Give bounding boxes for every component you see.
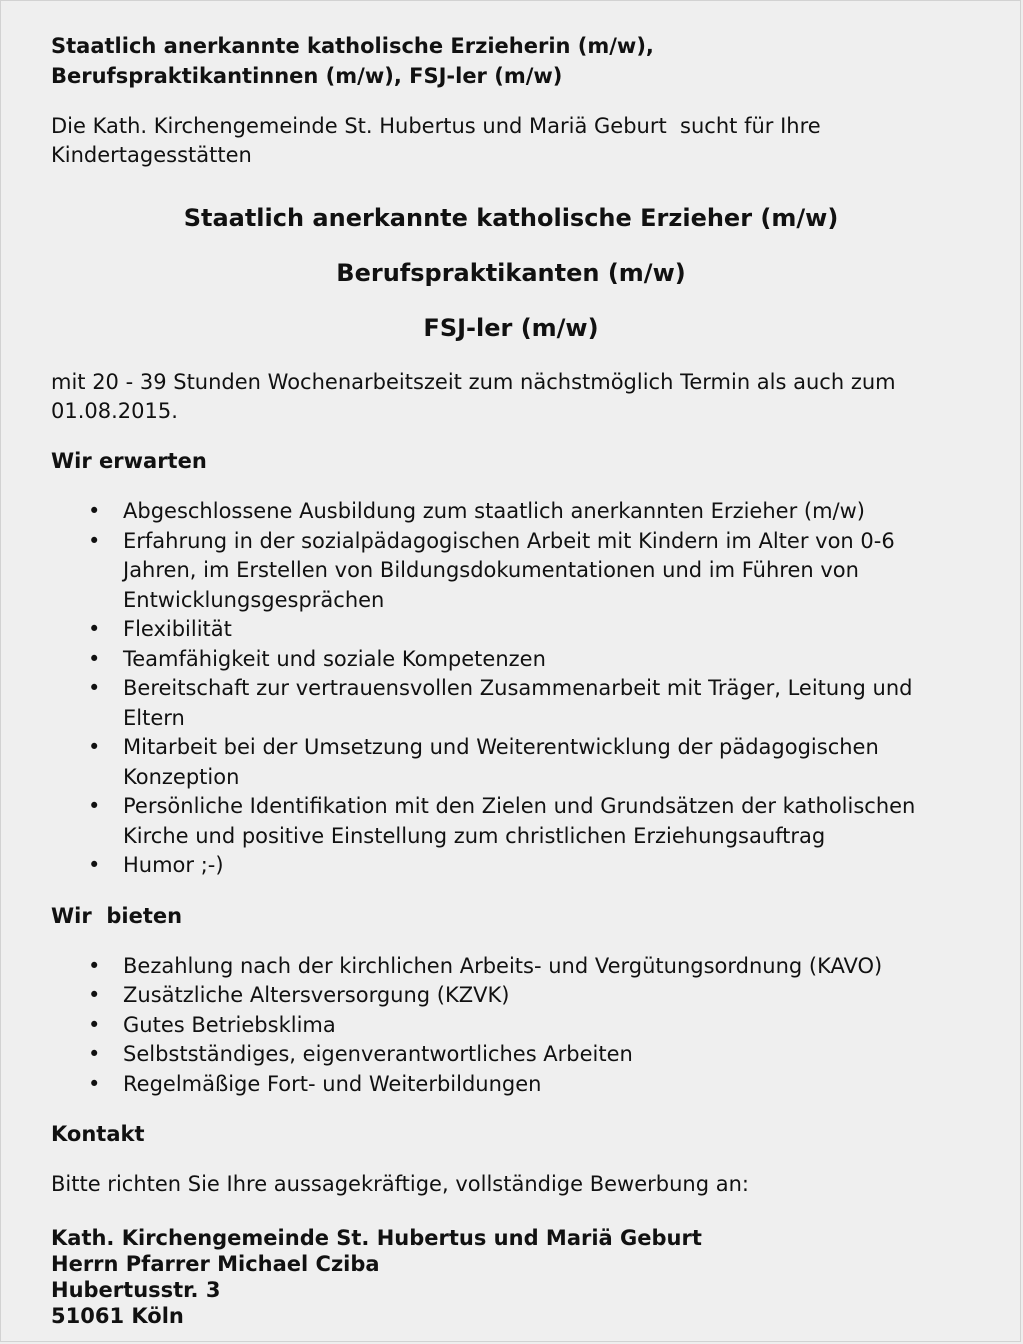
- list-item: [51, 497, 971, 527]
- list-item: [51, 645, 971, 675]
- job-heading-line-1: Staatlich anerkannte katholische Erzieherin (m/w),: [51, 34, 654, 58]
- list-item-text: Gutes Betriebsklima: [123, 1012, 336, 1037]
- hours-line-1: mit 20 - 39 Stunden Wochenarbeitszeit zum nächstmöglich Termin als auch zum: [51, 370, 896, 394]
- contact-heading: Kontakt: [51, 1122, 145, 1146]
- bullet-icon: •: [88, 646, 101, 671]
- bullet-icon: •: [88, 617, 101, 641]
- list-item: [51, 733, 971, 792]
- list-item-text: Mitarbeit bei der Umsetzung und Weiterentwicklung der pädagogischen: [123, 735, 879, 759]
- list-item: [51, 527, 971, 616]
- bullet-icon: •: [88, 953, 101, 978]
- list-item: [51, 981, 971, 1011]
- job-heading-line-2: Berufspraktikantinnen (m/w), FSJ-ler (m/w): [51, 64, 563, 88]
- address-line-3: Hubertusstr. 3: [51, 1278, 221, 1302]
- list-item-text: Kirche und positive Einstellung zum christlichen Erziehungsauftrag: [123, 823, 826, 848]
- contact-address: [51, 1225, 971, 1329]
- title-erzieher: Staatlich anerkannte katholische Erzieher (m/w): [183, 204, 839, 232]
- expect-heading: Wir erwarten: [51, 449, 207, 473]
- bullet-icon: •: [88, 499, 101, 523]
- list-item-text: Flexibilität: [123, 617, 232, 641]
- list-item-text: Jahren, im Erstellen von Bildungsdokumentationen und im Führen von: [123, 558, 859, 582]
- list-item: [51, 1070, 971, 1100]
- list-item-text: Zusätzliche Altersversorgung (KZVK): [123, 983, 510, 1007]
- list-item-text: Regelmäßige Fort- und Weiterbildungen: [123, 1071, 542, 1096]
- list-item: [51, 952, 971, 982]
- list-item: [51, 674, 971, 733]
- list-item-text: Erfahrung in der sozialpädagogischen Arbeit mit Kindern im Alter von 0-6: [123, 528, 895, 553]
- list-item-text: Eltern: [123, 705, 185, 730]
- list-item: [51, 792, 971, 851]
- list-item-text: Persönliche Identifikation mit den Zielen und Grundsätzen der katholischen: [123, 794, 916, 818]
- list-item-text: Konzeption: [123, 764, 240, 789]
- list-item: [51, 851, 971, 881]
- list-item: [51, 1040, 971, 1070]
- expect-list: [51, 497, 971, 881]
- bullet-icon: •: [88, 794, 101, 818]
- hours-paragraph: [51, 368, 971, 426]
- address-line-4: 51061 Köln: [51, 1304, 184, 1328]
- intro-paragraph: [51, 112, 971, 170]
- list-item: [51, 1011, 971, 1041]
- intro-line-1: Die Kath. Kirchengemeinde St. Hubertus und Mariä Geburt sucht für Ihre: [51, 114, 821, 138]
- job-heading: [51, 31, 971, 91]
- hours-line-2: 01.08.2015.: [51, 399, 178, 423]
- list-item-text: Teamfähigkeit und soziale Kompetenzen: [123, 646, 546, 671]
- bullet-icon: •: [88, 1012, 101, 1037]
- document-content: [51, 31, 971, 1329]
- bullet-icon: •: [88, 1071, 101, 1096]
- contact-text: Bitte richten Sie Ihre aussagekräftige, vollständige Bewerbung an:: [51, 1172, 749, 1196]
- list-item-text: Bereitschaft zur vertrauensvollen Zusammenarbeit mit Träger, Leitung und: [123, 676, 913, 700]
- list-item-text: Bezahlung nach der kirchlichen Arbeits- und Vergütungsordnung (KAVO): [123, 953, 883, 978]
- title-berufspraktikanten: Berufspraktikanten (m/w): [336, 259, 686, 287]
- title-fsj: FSJ-ler (m/w): [423, 314, 599, 342]
- bullet-icon: •: [88, 676, 101, 700]
- offer-heading: Wir bieten: [51, 903, 183, 928]
- bullet-icon: •: [88, 853, 101, 877]
- list-item-text: Selbstständiges, eigenverantwortliches Arbeiten: [123, 1042, 633, 1066]
- bullet-icon: •: [88, 528, 101, 553]
- list-item-text: Abgeschlossene Ausbildung zum staatlich anerkannten Erzieher (m/w): [123, 499, 865, 523]
- bullet-icon: •: [88, 1042, 101, 1066]
- offer-list: [51, 952, 971, 1100]
- bullet-icon: •: [88, 735, 101, 759]
- bullet-icon: •: [88, 983, 101, 1007]
- list-item: [51, 615, 971, 645]
- intro-line-2: Kindertagesstätten: [51, 143, 252, 167]
- list-item-text: Entwicklungsgesprächen: [123, 587, 385, 612]
- address-line-2: Herrn Pfarrer Michael Cziba: [51, 1252, 380, 1276]
- address-line-1: Kath. Kirchengemeinde St. Hubertus und Mariä Geburt: [51, 1226, 702, 1250]
- list-item-text: Humor ;-): [123, 853, 224, 877]
